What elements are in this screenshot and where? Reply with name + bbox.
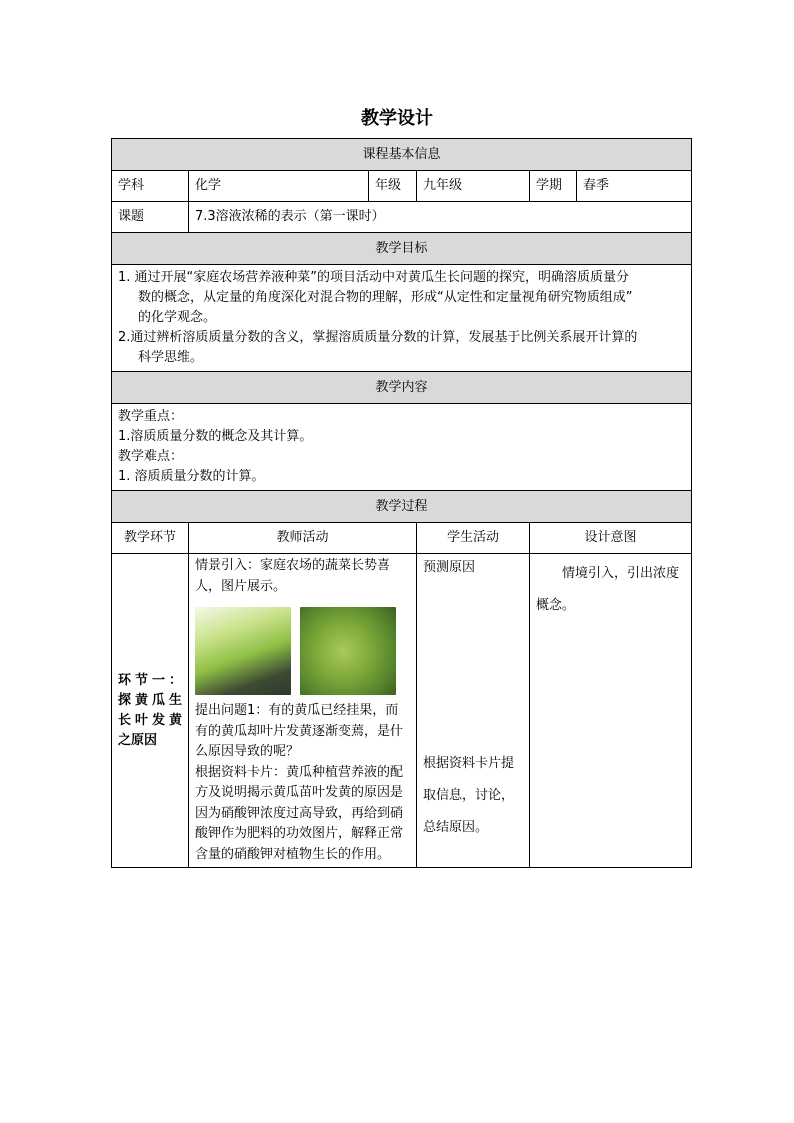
subject-label: 学科 xyxy=(112,171,189,202)
student-predict-text: 预测原因 xyxy=(423,560,476,575)
intent-text: 情境引入，引出浓度概念。 xyxy=(536,566,680,613)
page-title: 教学设计 xyxy=(361,108,433,129)
objective-1-line-3: 的化学观念。 xyxy=(138,310,217,325)
difficult-point-item: 1. 溶质质量分数的计算。 xyxy=(118,469,265,484)
basic-info-header-row xyxy=(112,139,692,171)
col-teacher-header: 教师活动 xyxy=(189,523,417,554)
process-columns-row xyxy=(112,523,692,554)
yellowing-leaf-photo xyxy=(300,607,396,695)
teacher-intro-text: 情景引入：家庭农场的蔬菜长势喜人，图片展示。 xyxy=(195,558,391,594)
process-row-1 xyxy=(112,554,692,868)
grade-label: 年级 xyxy=(369,171,417,202)
topic-value: 7.3溶液浓稀的表示（第一课时） xyxy=(189,202,692,233)
objective-1-line-2: 数的概念，从定量的角度深化对混合物的理解，形成“从定性和定量视角研究物质组成” xyxy=(138,290,633,305)
term-label: 学期 xyxy=(530,171,577,202)
difficult-points-label: 教学难点： xyxy=(118,449,184,464)
basic-info-header: 课程基本信息 xyxy=(112,139,692,171)
teacher-card-text: 根据资料卡片：黄瓜种植营养液的配方及说明揭示黄瓜苗叶发黄的原因是因为硝酸钾浓度过高导致，再给到硝酸钾作为肥料的功效图片，解释正常含量的硝酸钾对植物生长的作用。 xyxy=(195,764,404,862)
process-header-row xyxy=(112,491,692,523)
objective-2-line-2: 科学思维。 xyxy=(138,350,204,365)
content-cell xyxy=(112,404,692,491)
key-point-item: 1.溶质质量分数的概念及其计算。 xyxy=(118,429,313,444)
photo-group xyxy=(195,607,410,695)
student-activity-1 xyxy=(417,554,530,868)
objectives-row xyxy=(112,265,692,372)
content-row xyxy=(112,404,692,491)
term-value: 春季 xyxy=(577,171,692,202)
objectives-header: 教学目标 xyxy=(112,233,692,265)
content-header: 教学内容 xyxy=(112,372,692,404)
phase-1-label: 环节一：探黄瓜生长叶发黄之原因 xyxy=(112,554,189,868)
col-intent-header: 设计意图 xyxy=(530,523,692,554)
cucumber-plant-photo xyxy=(195,607,291,695)
objective-2-line-1: 2.通过辨析溶质质量分数的含义，掌握溶质质量分数的计算，发展基于比例关系展开计算的 xyxy=(118,330,638,345)
teacher-activity-1 xyxy=(189,554,417,868)
student-summary-text: 根据资料卡片提取信息，讨论，总结原因。 xyxy=(423,756,515,835)
subject-value: 化学 xyxy=(189,171,369,202)
grade-value: 九年级 xyxy=(417,171,530,202)
col-phase-header: 教学环节 xyxy=(112,523,189,554)
objectives-cell xyxy=(112,265,692,372)
topic-row xyxy=(112,202,692,233)
objectives-header-row xyxy=(112,233,692,265)
process-header: 教学过程 xyxy=(112,491,692,523)
objective-1-line-1: 1. 通过开展“家庭农场营养液种菜”的项目活动中对黄瓜生长问题的探究，明确溶质质量分 xyxy=(118,270,630,285)
content-header-row xyxy=(112,372,692,404)
teacher-question-text: 提出问题1：有的黄瓜已经挂果，而有的黄瓜却叶片发黄逐渐变蔫，是什么原因导致的呢？ xyxy=(195,703,404,759)
design-intent-1 xyxy=(530,554,692,868)
basic-info-row xyxy=(112,171,692,202)
key-points-label: 教学重点： xyxy=(118,409,184,424)
col-student-header: 学生活动 xyxy=(417,523,530,554)
lesson-plan-table xyxy=(111,138,692,868)
topic-label: 课题 xyxy=(112,202,189,233)
